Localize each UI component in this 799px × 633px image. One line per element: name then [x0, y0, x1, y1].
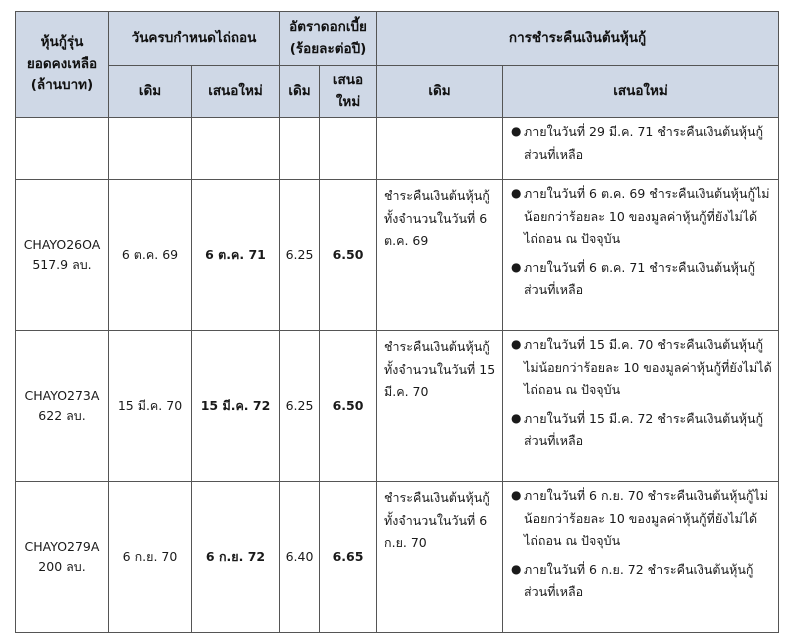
bullet-icon: ● — [511, 488, 522, 502]
table-row — [16, 180, 779, 331]
table-row — [16, 482, 779, 633]
list-item: ● ภายในวันที่ 6 ต.ค. 71 ชำระคืนเงินต้นหุ้นกู้ส่วนที่เหลือ — [511, 257, 772, 302]
repay-old-cell: ชำระคืนเงินต้นหุ้นกู้ทั้งจำนวนในวันที่ 6 ก.ย. 70 — [377, 482, 503, 633]
subheader-rate-old: เดิม — [280, 66, 320, 118]
maturity-new-cell: 15 มี.ค. 72 — [192, 331, 280, 482]
subheader-repay-new: เสนอใหม่ — [503, 66, 779, 118]
maturity-new-cell: 6 ก.ย. 72 — [192, 482, 280, 633]
bond-cell: CHAYO279A 200 ลบ. — [16, 482, 109, 633]
header-rate: อัตราดอกเบี้ย (ร้อยละต่อปี) — [280, 12, 377, 66]
maturity-old-cell: 6 ก.ย. 70 — [109, 482, 192, 633]
rate-old-cell: 6.25 — [280, 180, 320, 331]
header-bond: หุ้นกู้รุ่น ยอดคงเหลือ (ล้านบาท) — [16, 12, 109, 118]
list-item: ● ภายในวันที่ 15 มี.ค. 70 ชำระคืนเงินต้นหุ้นกู้ไม่น้อยกว่าร้อยละ 10 ของมูลค่าหุ้นกู้ที่ยังไม่ได้ไถ่ถอน ณ ปัจจุบัน — [511, 334, 772, 402]
list-item: ● ภายในวันที่ 6 ต.ค. 69 ชำระคืนเงินต้นหุ้นกู้ไม่น้อยกว่าร้อยละ 10 ของมูลค่าหุ้นกู้ที่ยังไม่ได้ไถ่ถอน ณ ปัจจุบัน — [511, 183, 772, 251]
subheader-maturity-new: เสนอใหม่ — [192, 66, 280, 118]
repay-new-cell — [503, 482, 779, 633]
rate-old-cell: 6.25 — [280, 331, 320, 482]
header-repayment: การชำระคืนเงินต้นหุ้นกู้ — [377, 12, 779, 66]
table-row — [16, 118, 779, 180]
repay-new-cell — [503, 180, 779, 331]
subheader-repay-old: เดิม — [377, 66, 503, 118]
list-item: ● ภายในวันที่ 15 มี.ค. 72 ชำระคืนเงินต้นหุ้นกู้ส่วนที่เหลือ — [511, 408, 772, 453]
header-maturity: วันครบกำหนดไถ่ถอน — [109, 12, 280, 66]
bullet-icon: ● — [511, 124, 522, 138]
repay-old-cell: ชำระคืนเงินต้นหุ้นกู้ทั้งจำนวนในวันที่ 15 มี.ค. 70 — [377, 331, 503, 482]
rate-new-cell: 6.65 — [320, 482, 377, 633]
bond-cell: CHAYO26OA 517.9 ลบ. — [16, 180, 109, 331]
rate-old-cell: 6.40 — [280, 482, 320, 633]
table-row — [16, 331, 779, 482]
list-item: ● ภายในวันที่ 29 มี.ค. 71 ชำระคืนเงินต้นหุ้นกู้ส่วนที่เหลือ — [511, 121, 772, 166]
list-item: ● ภายในวันที่ 6 ก.ย. 70 ชำระคืนเงินต้นหุ้นกู้ไม่น้อยกว่าร้อยละ 10 ของมูลค่าหุ้นกู้ที่ยังไม่ได้ไถ่ถอน ณ ปัจจุบัน — [511, 485, 772, 553]
repay-new-cell — [503, 118, 779, 180]
subheader-maturity-old: เดิม — [109, 66, 192, 118]
bullet-icon: ● — [511, 186, 522, 200]
bullet-icon: ● — [511, 337, 522, 351]
bullet-icon: ● — [511, 410, 522, 425]
maturity-old-cell: 6 ต.ค. 69 — [109, 180, 192, 331]
rate-new-cell: 6.50 — [320, 180, 377, 331]
repay-old-cell: ชำระคืนเงินต้นหุ้นกู้ทั้งจำนวนในวันที่ 6 ต.ค. 69 — [377, 180, 503, 331]
bullet-icon: ● — [511, 259, 522, 274]
bullet-icon: ● — [511, 561, 522, 576]
maturity-new-cell: 6 ต.ค. 71 — [192, 180, 280, 331]
bond-restructure-table — [15, 11, 779, 633]
bond-cell: CHAYO273A 622 ลบ. — [16, 331, 109, 482]
subheader-rate-new: เสนอ ใหม่ — [320, 66, 377, 118]
repay-new-cell — [503, 331, 779, 482]
list-item: ● ภายในวันที่ 6 ก.ย. 72 ชำระคืนเงินต้นหุ้นกู้ส่วนที่เหลือ — [511, 559, 772, 604]
maturity-old-cell: 15 มี.ค. 70 — [109, 331, 192, 482]
rate-new-cell: 6.50 — [320, 331, 377, 482]
